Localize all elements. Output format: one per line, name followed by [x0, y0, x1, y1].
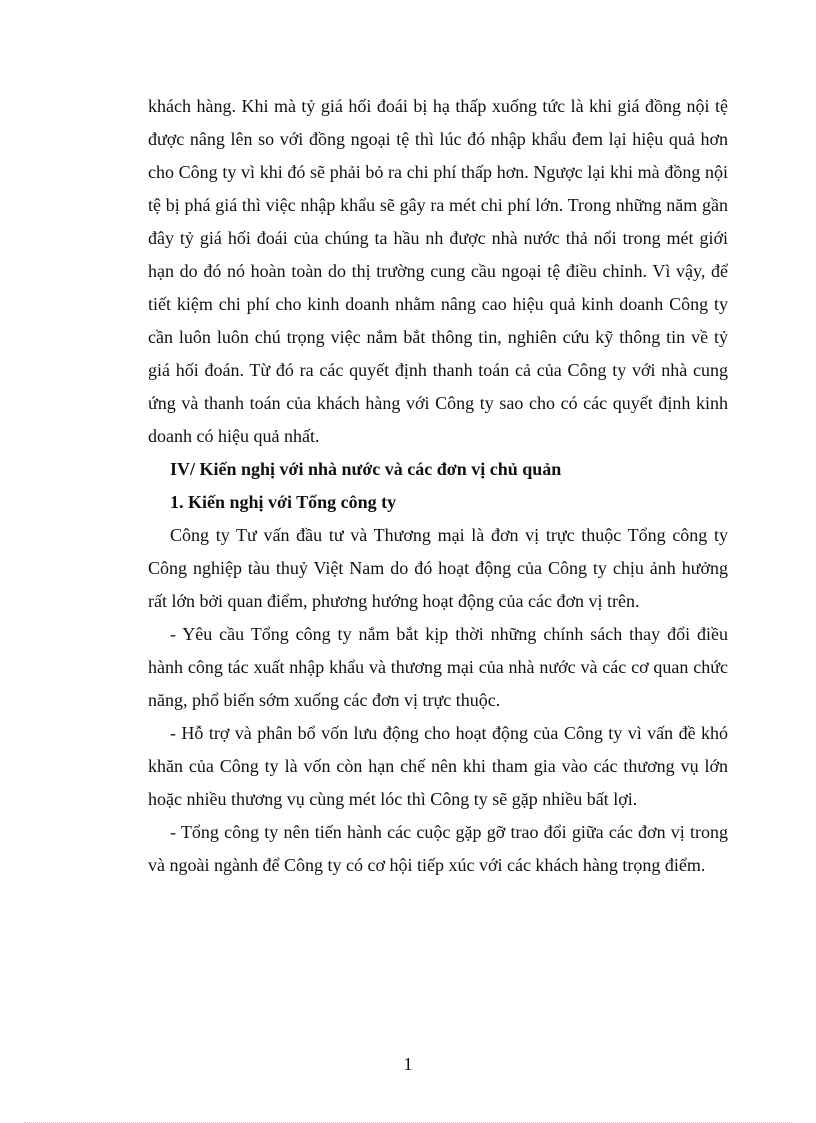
page-content	[148, 90, 728, 882]
page-number: 1	[403, 1054, 413, 1074]
subsection-heading-corporation: 1. Kiến nghị với Tổng công ty	[170, 492, 397, 512]
recommendation-item: - Yêu cầu Tổng công ty nắm bắt kịp thời những chính sách thay đổi điều hành công tác xuất nhập khẩu và thương mại của nhà nước và các cơ quan chức năng, phổ biến sớm xuống các đơn vị trực thuộc.	[148, 624, 728, 710]
section-heading-recommendations: IV/ Kiến nghị với nhà nước và các đơn vị chủ quản	[170, 459, 562, 479]
recommendation-item: - Tổng công ty nên tiến hành các cuộc gặp gỡ trao đổi giữa các đơn vị trong và ngoài ngành để Công ty có cơ hội tiếp xúc với các khách hàng trọng điểm.	[148, 822, 728, 875]
paragraph-company-overview: Công ty Tư vấn đầu tư và Thương mại là đơn vị trực thuộc Tổng công ty Công nghiệp tàu thuỷ Việt Nam do đó hoạt động của Công ty chịu ảnh hưởng rất lớn bởi quan điểm, phương hướng hoạt động của các đơn vị trên.	[148, 525, 728, 611]
paragraph-exchange-rate: khách hàng. Khi mà tỷ giá hối đoái bị hạ thấp xuống tức là khi giá đồng nội tệ được nâng lên so với đồng ngoại tệ thì lúc đó nhập khẩu đem lại hiệu quả hơn cho Công ty vì khi đó sẽ phải bỏ ra chi phí thấp hơn. Ngược lại khi mà đồng nội tệ bị phá giá thì việc nhập khẩu sẽ gây ra mét chi phí lớn. Trong những năm gần đây tỷ giá hối đoái của chúng ta hầu nh được nhà nước thả nổi trong mét giới hạn do đó nó hoàn toàn do thị trường cung cầu ngoại tệ điều chỉnh. Vì vậy, để tiết kiệm chi phí cho kinh doanh nhằm nâng cao hiệu quả kinh doanh Công ty cần luôn luôn chú trọng việc nắm bắt thông tin, nghiên cứu kỹ thông tin về tỷ giá hối đoán. Từ đó ra các quyết định thanh toán cả của Công ty với nhà cung ứng và thanh toán của khách hàng với Công ty sao cho có các quyết định kinh doanh có hiệu quả nhất.	[148, 96, 728, 446]
recommendation-item: - Hỗ trợ và phân bổ vốn lưu động cho hoạt động của Công ty vì vấn đề khó khăn của Công ty là vốn còn hạn chế nên khi tham gia vào các thương vụ lớn hoặc nhiều thương vụ cùng mét lóc thì Công ty sẽ gặp nhiều bất lợi.	[148, 723, 728, 809]
